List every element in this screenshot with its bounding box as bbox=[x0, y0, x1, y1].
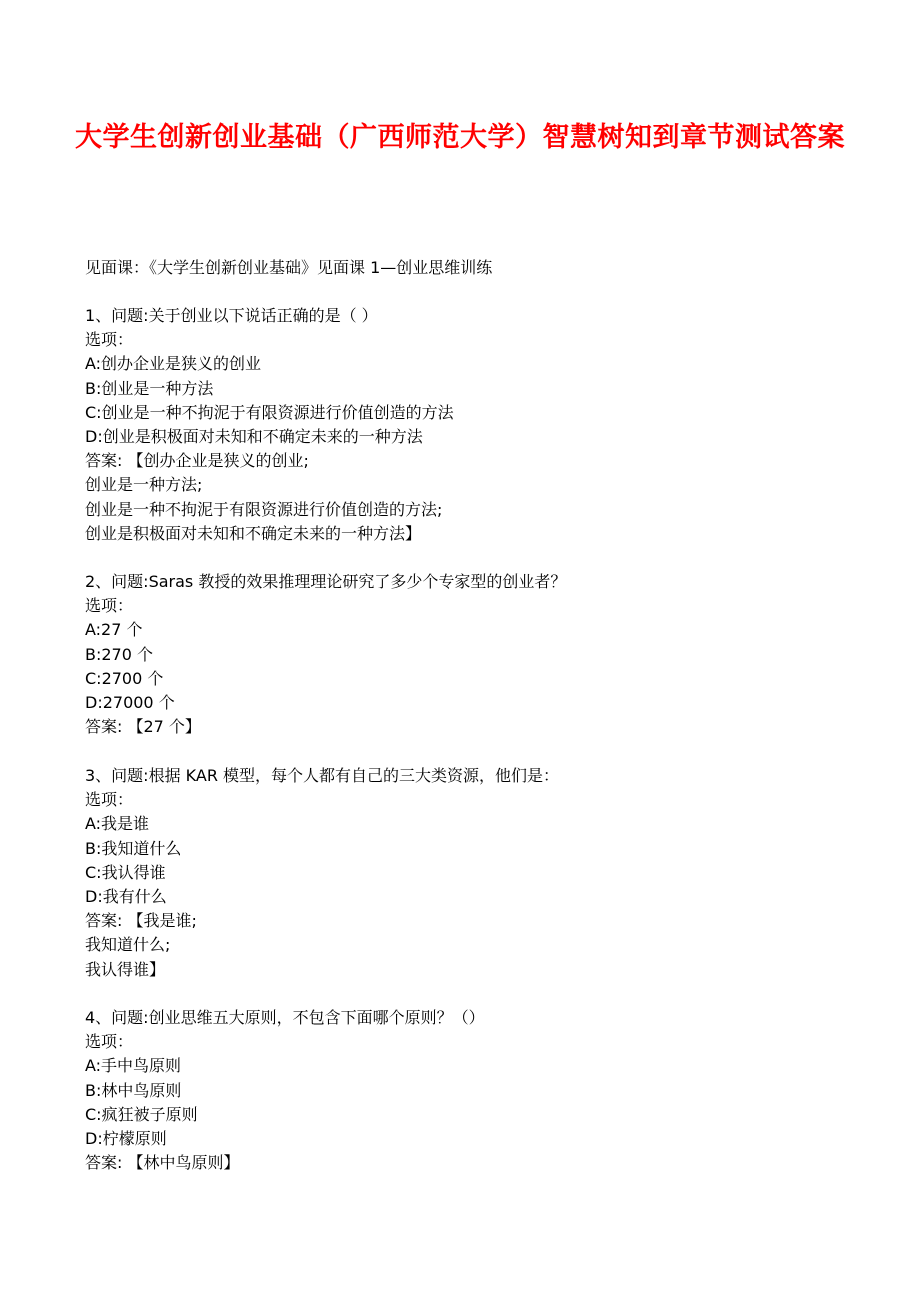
document-title: 大学生创新创业基础（广西师范大学）智慧树知到章节测试答案 bbox=[75, 122, 845, 153]
option-b: B:我知道什么 bbox=[85, 838, 182, 858]
option-b: B:270 个 bbox=[85, 644, 153, 664]
answer-line: 我知道什么; bbox=[85, 935, 171, 955]
option-d: D:27000 个 bbox=[85, 692, 175, 712]
option-c: C:疯狂被子原则 bbox=[85, 1104, 198, 1124]
option-a: A:27 个 bbox=[85, 620, 143, 640]
option-b: B:创业是一种方法 bbox=[85, 378, 214, 398]
option-c: C:我认得谁 bbox=[85, 862, 166, 882]
answer-line: 答案: 【27 个】 bbox=[85, 717, 201, 737]
option-d: D:我有什么 bbox=[85, 886, 167, 906]
question-block bbox=[85, 764, 865, 982]
options-label: 选项： bbox=[85, 790, 134, 810]
answer-line: 答案: 【林中鸟原则】 bbox=[85, 1153, 240, 1173]
question-block bbox=[85, 1006, 865, 1175]
answer-line: 创业是一种方法; bbox=[85, 475, 203, 495]
option-d: D:柠檬原则 bbox=[85, 1128, 167, 1148]
options-label: 选项： bbox=[85, 330, 134, 350]
option-c: C:2700 个 bbox=[85, 668, 164, 688]
options-label: 选项： bbox=[85, 596, 134, 616]
answer-line: 我认得谁】 bbox=[85, 959, 166, 979]
question-text: 1、问题:关于创业以下说话正确的是（ ） bbox=[85, 306, 378, 325]
question-text: 3、问题:根据 KAR 模型，每个人都有自己的三大类资源，他们是： bbox=[85, 766, 560, 785]
answer-line: 创业是积极面对未知和不确定未来的一种方法】 bbox=[85, 523, 422, 543]
section-intro: 见面课：《大学生创新创业基础》见面课 1—创业思维训练 bbox=[85, 258, 493, 277]
option-c: C:创业是一种不拘泥于有限资源进行价值创造的方法 bbox=[85, 402, 454, 422]
option-a: A:我是谁 bbox=[85, 814, 150, 834]
options-label: 选项： bbox=[85, 1032, 134, 1052]
question-block bbox=[85, 304, 865, 546]
question-text: 4、问题:创业思维五大原则，不包含下面哪个原则？（） bbox=[85, 1008, 485, 1027]
answer-line: 答案: 【创办企业是狭义的创业; bbox=[85, 451, 309, 471]
question-block bbox=[85, 570, 865, 739]
answer-line: 答案: 【我是谁; bbox=[85, 911, 197, 931]
option-a: A:手中鸟原则 bbox=[85, 1056, 182, 1076]
option-b: B:林中鸟原则 bbox=[85, 1080, 182, 1100]
option-a: A:创办企业是狭义的创业 bbox=[85, 354, 262, 374]
answer-line: 创业是一种不拘泥于有限资源进行价值创造的方法; bbox=[85, 499, 443, 519]
option-d: D:创业是积极面对未知和不确定未来的一种方法 bbox=[85, 426, 423, 446]
question-text: 2、问题:Saras 教授的效果推理理论研究了多少个专家型的创业者？ bbox=[85, 572, 567, 591]
